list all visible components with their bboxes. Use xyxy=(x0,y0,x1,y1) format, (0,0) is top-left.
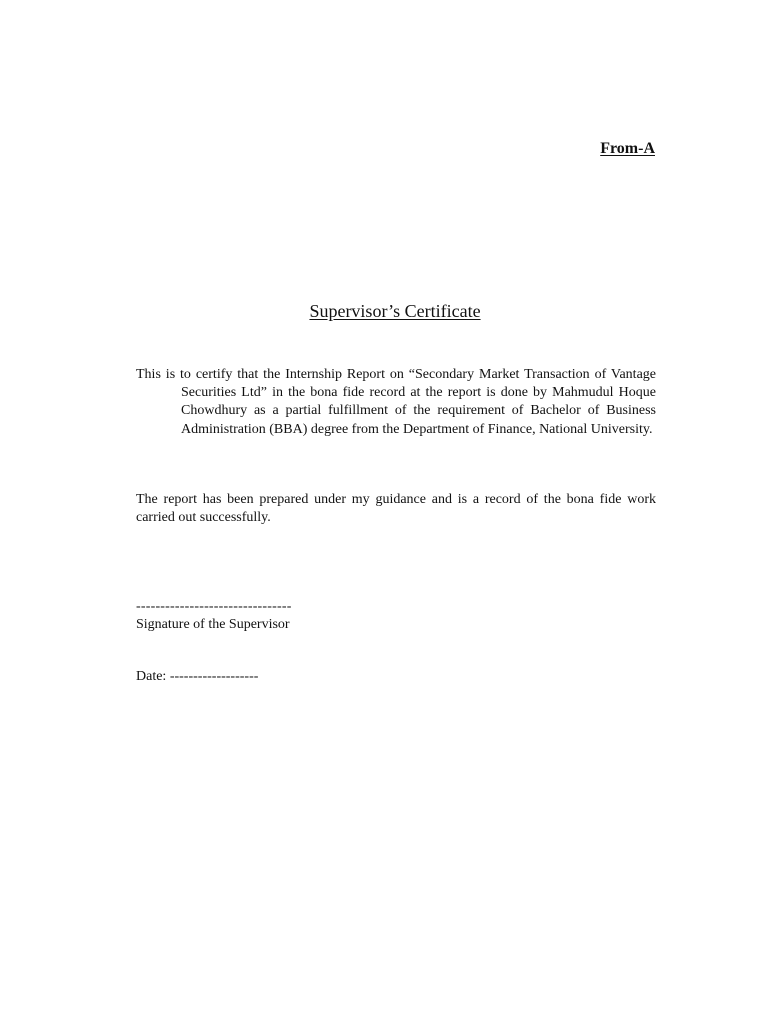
certification-paragraph: This is to certify that the Internship Report on “Secondary Market Transaction of Vantage Securities Ltd” in the bona fide record at the report is done by Mahmudul Hoque Chowdhury as a partial fulfillment of the requirement of Bachelor of Business Administration (BBA) degree from the Department of Finance, National University. xyxy=(136,367,656,437)
guidance-paragraph: The report has been prepared under my guidance and is a record of the bona fide work carried out successfully. xyxy=(136,492,656,526)
certificate-title: Supervisor’s Certificate xyxy=(309,301,481,321)
form-label: From-A xyxy=(600,140,655,157)
signature-line: -------------------------------- xyxy=(136,599,292,614)
signature-caption: Signature of the Supervisor xyxy=(136,617,290,632)
date-line: Date: ------------------- xyxy=(136,669,259,684)
